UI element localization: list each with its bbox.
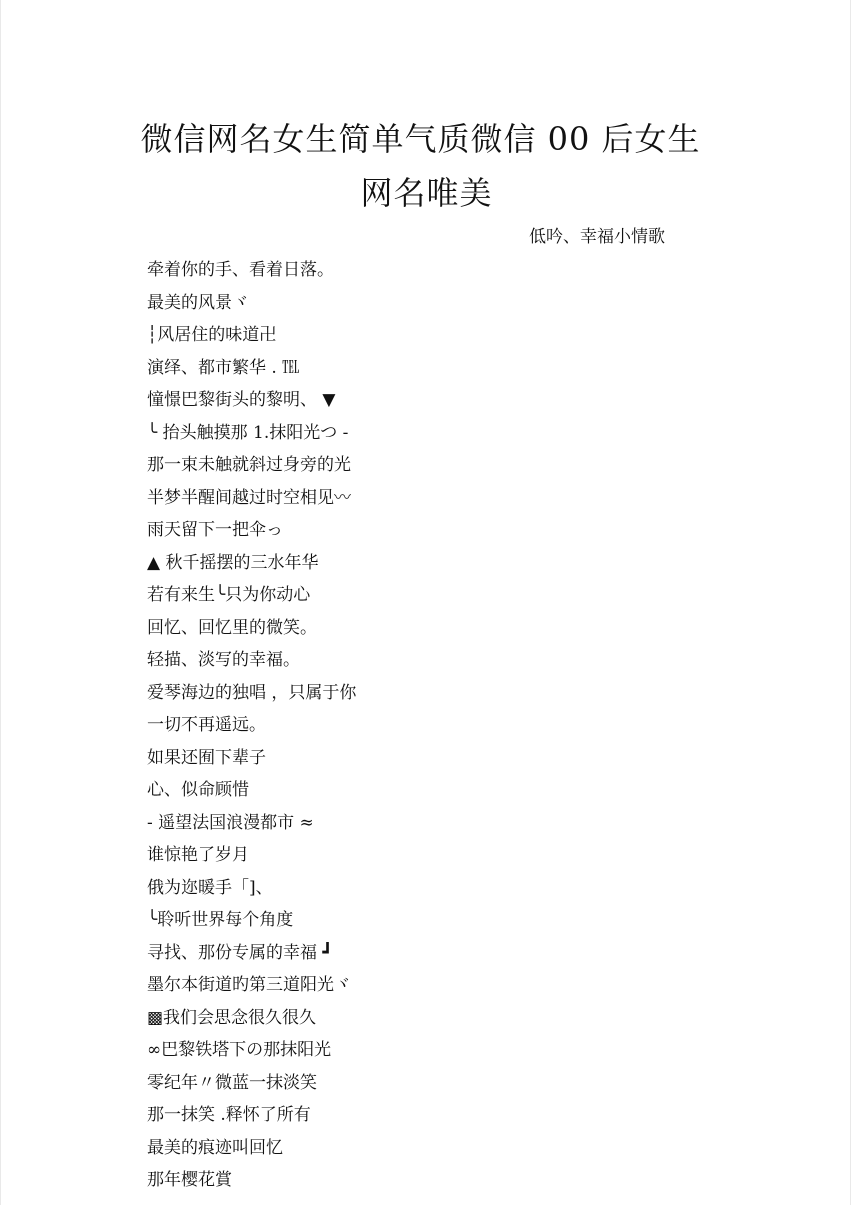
nickname-line: ∞巴黎铁塔下の那抹阳光 — [147, 1040, 332, 1060]
nickname-line: 轻描、淡写的幸福。 — [147, 650, 300, 670]
nickname-line: 雨天留下一把伞っ — [147, 520, 283, 540]
nickname-line: ▩我们会思念很久很久 — [147, 1007, 317, 1028]
nickname-line: 演绎、都市繁华 . ℡ — [147, 357, 300, 378]
nickname-line: 回忆、回忆里的微笑。 — [147, 617, 317, 638]
author-name: 低吟、幸福小情歌 — [529, 227, 665, 247]
nickname-line: ┆风居住的味道卍 — [147, 325, 277, 345]
nickname-line: ╰ 抬头触摸那 1.抹阳光つ - — [147, 422, 349, 443]
nickname-line: 最美的风景ヾ — [147, 292, 249, 313]
nickname-list — [147, 254, 356, 1197]
nickname-line: 那一抹笑 .释怀了所有 — [147, 1105, 311, 1125]
nickname-line: 心、似命顾惜 — [147, 780, 249, 800]
title-line-1: 微信网名女生简单气质微信 00 后女生 — [140, 120, 701, 158]
nickname-line: 牵着你的手、看着日落。 — [147, 260, 334, 280]
nickname-line: 一切不再遥远。 — [147, 715, 266, 735]
nickname-line: 零纪年〃微蓝一抹淡笑 — [147, 1072, 317, 1093]
title-line-2: 网名唯美 — [360, 174, 493, 212]
nickname-line: 墨尔本街道旳第三道阳光ヾ — [147, 975, 351, 995]
nickname-line: - 遥望法国浪漫都市 ≈ — [147, 812, 314, 833]
nickname-line: ╰聆听世界每个角度 — [147, 910, 294, 930]
nickname-line: 憧憬巴黎街头的黎明、 ▼ — [147, 390, 336, 410]
document-title — [1, 112, 851, 220]
nickname-line: 最美的痕迹叫回忆 — [147, 1137, 283, 1158]
nickname-line: 寻找、那份专属的幸福 ┛ — [147, 942, 333, 963]
nickname-line: ▲ 秋千摇摆的三水年华 — [147, 552, 319, 573]
nickname-line: 爱琴海边的独唱 ，只属于你 — [147, 682, 357, 703]
nickname-line: 半梦半醒间越过时空相见〰 — [147, 487, 351, 508]
nickname-line: 若有来生╰只为你动心 — [147, 585, 311, 605]
nickname-line: 俄为迩暖手「]、 — [147, 877, 273, 898]
nickname-line: 那一束未触就斜过身旁的光 — [147, 455, 351, 475]
nickname-line: 那年樱花賞 — [147, 1170, 232, 1190]
nickname-line: 如果还囿下辈子 — [147, 747, 266, 768]
nickname-line: 谁惊艳了岁月 — [147, 845, 249, 865]
